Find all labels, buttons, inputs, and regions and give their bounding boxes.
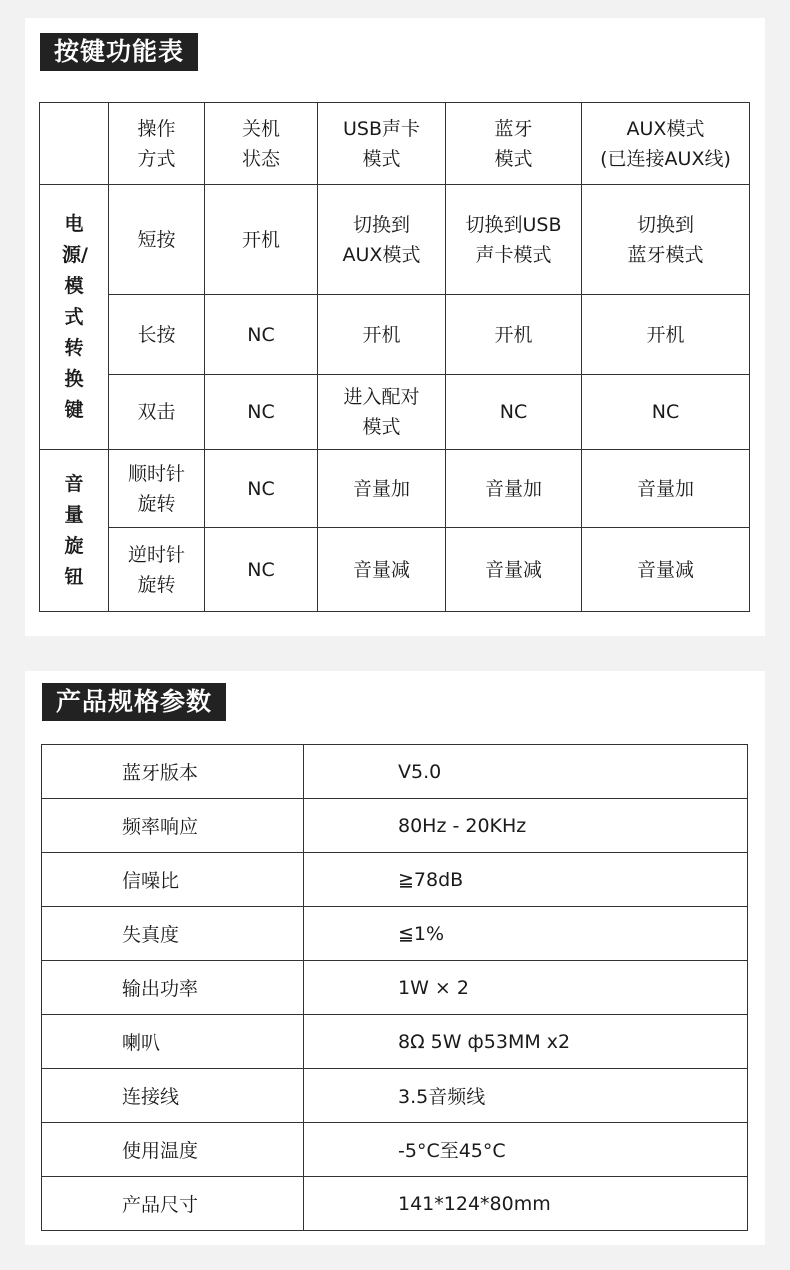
op-cell: 长按 [109,295,205,375]
key-function-card [25,18,765,636]
table-row [42,907,748,961]
aux-cell: 切换到 蓝牙模式 [582,185,750,295]
bt-cell: 音量加 [446,450,582,528]
off-cell: NC [205,295,318,375]
table-row [42,1015,748,1069]
spec-value: 1W × 2 [304,961,748,1015]
op-cell: 逆时针 旋转 [109,528,205,612]
aux-cell: 音量减 [582,528,750,612]
op-cell: 双击 [109,375,205,450]
aux-cell: 音量加 [582,450,750,528]
bt-cell: NC [446,375,582,450]
spec-value: ≦1% [304,907,748,961]
table-row [42,1123,748,1177]
group-power-mode-key: 电源/模式转换键 [40,185,109,450]
usb-cell: 音量加 [318,450,446,528]
table-row [40,450,750,528]
table-row [40,528,750,612]
table-header-row [40,103,750,185]
table-row [42,1069,748,1123]
table-row [42,745,748,799]
aux-cell: 开机 [582,295,750,375]
spec-label: 频率响应 [42,799,304,853]
key-function-table [39,102,750,612]
spec-value: -5°C至45°C [304,1123,748,1177]
spec-value: 8Ω 5W ф53MM x2 [304,1015,748,1069]
table-row [42,853,748,907]
table-row [42,961,748,1015]
table-row [40,375,750,450]
spec-value: V5.0 [304,745,748,799]
off-cell: NC [205,375,318,450]
spec-value: 3.5音频线 [304,1069,748,1123]
bt-cell: 切换到USB 声卡模式 [446,185,582,295]
key-function-title: 按键功能表 [40,33,198,71]
usb-cell: 切换到 AUX模式 [318,185,446,295]
usb-cell: 开机 [318,295,446,375]
spec-value: 80Hz - 20KHz [304,799,748,853]
bt-cell: 开机 [446,295,582,375]
usb-cell: 音量减 [318,528,446,612]
spec-label: 喇叭 [42,1015,304,1069]
bt-cell: 音量减 [446,528,582,612]
spec-label: 产品尺寸 [42,1177,304,1231]
header-off-state: 关机 状态 [205,103,318,185]
spec-card [25,671,765,1245]
header-usb-mode: USB声卡 模式 [318,103,446,185]
off-cell: NC [205,450,318,528]
header-bt-mode: 蓝牙 模式 [446,103,582,185]
table-row [42,1177,748,1231]
spec-label: 信噪比 [42,853,304,907]
spec-label: 蓝牙版本 [42,745,304,799]
header-aux-mode: AUX模式 (已连接AUX线) [582,103,750,185]
table-row [40,185,750,295]
off-cell: 开机 [205,185,318,295]
table-row [40,295,750,375]
spec-label: 输出功率 [42,961,304,1015]
spec-label: 连接线 [42,1069,304,1123]
off-cell: NC [205,528,318,612]
spec-label: 失真度 [42,907,304,961]
spec-label: 使用温度 [42,1123,304,1177]
table-row [42,799,748,853]
spec-title: 产品规格参数 [42,683,226,721]
corner-cell [40,103,109,185]
op-cell: 短按 [109,185,205,295]
spec-value: ≧78dB [304,853,748,907]
group-volume-knob: 音量旋钮 [40,450,109,612]
usb-cell: 进入配对 模式 [318,375,446,450]
spec-value: 141*124*80mm [304,1177,748,1231]
op-cell: 顺时针 旋转 [109,450,205,528]
aux-cell: NC [582,375,750,450]
spec-table [41,744,748,1231]
header-operation: 操作 方式 [109,103,205,185]
